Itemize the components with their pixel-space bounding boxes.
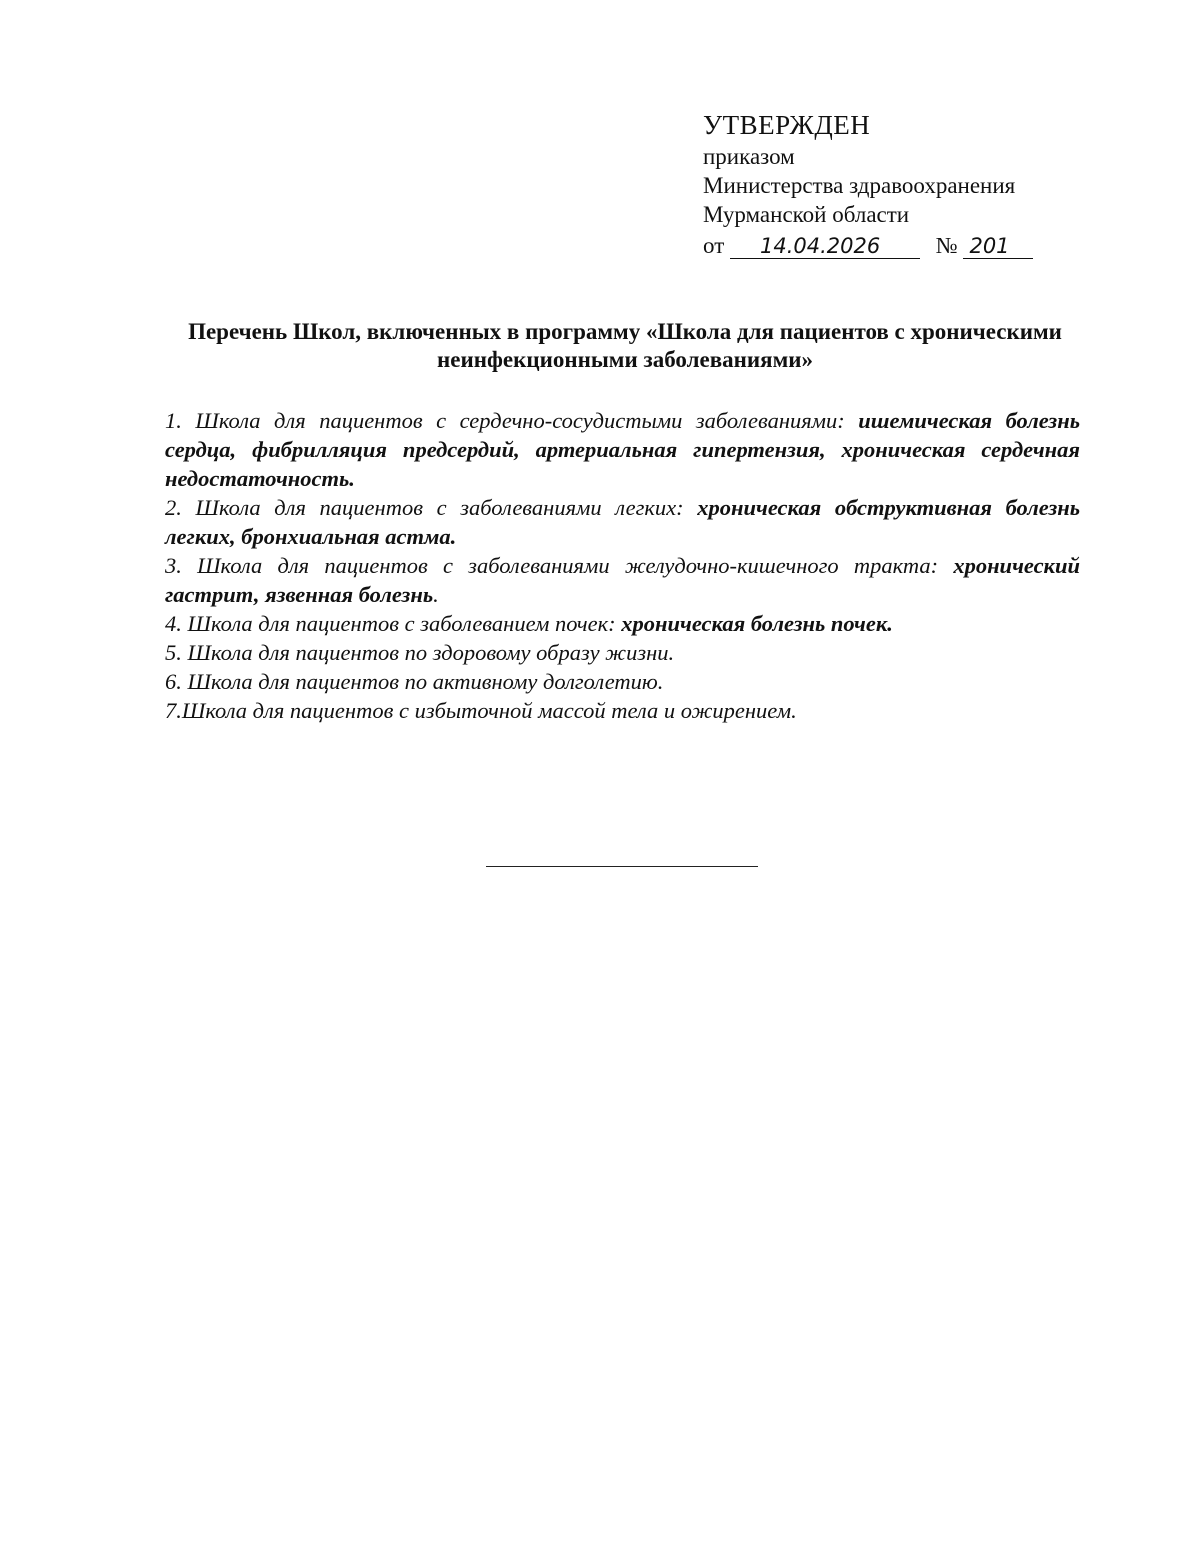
- item-text: 4. Школа для пациентов с заболеванием почек:: [165, 611, 622, 636]
- item-text: 5. Школа для пациентов по здоровому образу жизни.: [165, 640, 675, 665]
- list-item: [165, 696, 1080, 725]
- approval-block: [703, 108, 1123, 260]
- approval-line-order: приказом: [703, 144, 795, 169]
- date-prefix: от: [703, 233, 725, 258]
- item-text: 1. Школа для пациентов с сердечно-сосудистыми заболеваниями:: [165, 408, 859, 433]
- item-suffix: .: [433, 582, 439, 607]
- item-text: 2. Школа для пациентов с заболеваниями легких:: [165, 495, 698, 520]
- item-text: 7.Школа для пациентов с избыточной массой тела и ожирением.: [165, 698, 797, 723]
- item-diseases: хроническая обструктивная болезнь легких, бронхиальная астма.: [165, 495, 1080, 549]
- handwritten-number: 201: [963, 234, 1033, 259]
- list-item: [165, 609, 1080, 638]
- item-text: 6. Школа для пациентов по активному долголетию.: [165, 669, 664, 694]
- number-sign: №: [935, 233, 958, 258]
- closing-divider: [486, 866, 758, 867]
- list-item: [165, 493, 1080, 551]
- item-diseases: ишемическая болезнь сердца, фибрилляция предсердий, артериальная гипертензия, хроническая сердечная недостаточность.: [165, 408, 1080, 491]
- approval-date-line: [703, 231, 1123, 260]
- item-diseases: хронический гастрит, язвенная болезнь: [165, 553, 1080, 607]
- item-text: 3. Школа для пациентов с заболеваниями желудочно-кишечного тракта:: [165, 553, 954, 578]
- approval-title: УТВЕРЖДЕН: [703, 110, 871, 140]
- document-title: Перечень Школ, включенных в программу «Школа для пациентов с хроническими неинфекционными заболеваниями»: [188, 319, 1062, 372]
- item-diseases: хроническая болезнь почек.: [621, 611, 893, 636]
- approval-line-region: Мурманской области: [703, 202, 910, 227]
- list-item: [165, 551, 1080, 609]
- list-item: [165, 638, 1080, 667]
- approval-line-ministry: Министерства здравоохранения: [703, 173, 1016, 198]
- handwritten-date: 14.04.2026: [730, 234, 920, 259]
- schools-list: [165, 406, 1080, 725]
- list-item: [165, 406, 1080, 493]
- list-item: [165, 667, 1080, 696]
